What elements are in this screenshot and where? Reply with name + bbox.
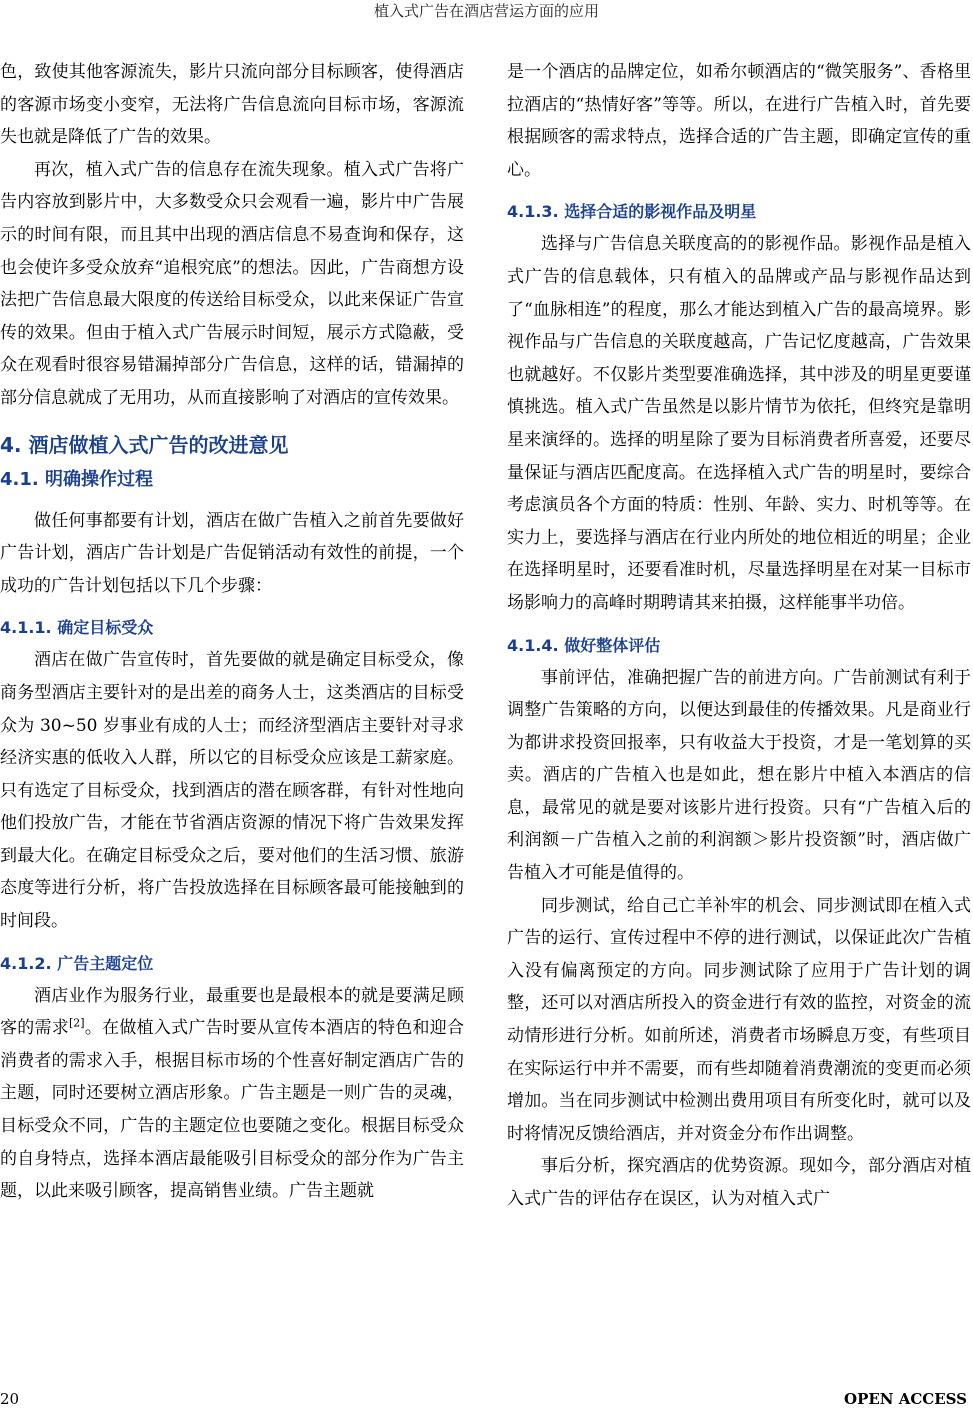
section-heading-4-1-4: 4.1.4. 做好整体评估 bbox=[507, 635, 661, 655]
paragraph-text: 。在做植入式广告时要从宣传本酒店的特色和迎合消费者的需求入手，根据目标市场的个性喜好制定酒店广告的主题，同时还要树立酒店形象。广告主题是一则广告的灵魂，目标受众不同，广告的主题定位也要随之变化。根据目标受众的自身特点，选择本酒店最能吸引目标受众的部分作为广告主题，以此来吸引顾客，提高销售业绩。广告主题就 bbox=[0, 1018, 465, 1202]
paragraph: 同步测试，给自己亡羊补牢的机会、同步测试即在植入式广告的运行、宣传过程中不停的进行测试，以保证此次广告植入没有偏离预定的方向。同步测试除了应用于广告计划的调整，还可以对酒店所投入的资金进行有效的监控，对资金的流动情形进行分析。如前所述，消费者市场瞬息万变，有些项目在实际运行中并不需要，而有些却随着消费潮流的变更而必须增加。当在同步测试中检测出费用项目有所变化时，就可以及时将情况反馈给酒店，并对资金分布作出调整。 bbox=[507, 895, 971, 1144]
paragraph: 是一个酒店的品牌定位，如希尔顿酒店的“微笑服务”、香格里拉酒店的“热情好客”等等。所以，在进行广告植入时，首先要根据顾客的需求特点，选择合适的广告主题，即确定宣传的重心。 bbox=[507, 62, 971, 180]
left-column bbox=[0, 56, 464, 1208]
section-heading-4: 4. 酒店做植入式广告的改进意见 bbox=[0, 432, 289, 457]
journal-label: OPEN ACCESS bbox=[844, 1390, 967, 1408]
paragraph: 色，致使其他客源流失，影片只流向部分目标顾客，使得酒店的客源市场变小变窄，无法将广告信息流向目标市场，客源流失也就是降低了广告的效果。 bbox=[0, 62, 464, 148]
section-heading-4-1: 4.1. 明确操作过程 bbox=[0, 468, 153, 490]
paragraph bbox=[0, 980, 464, 1208]
section-heading-4-1-1: 4.1.1. 确定目标受众 bbox=[0, 618, 154, 638]
running-header: 植入式广告在酒店营运方面的应用 bbox=[373, 2, 599, 20]
section-heading-4-1-2: 4.1.2. 广告主题定位 bbox=[0, 953, 154, 973]
section-heading-4-1-3: 4.1.3. 选择合适的影视作品及明星 bbox=[507, 202, 757, 222]
paragraph: 再次，植入式广告的信息存在流失现象。植入式广告将广告内容放到影片中，大多数受众只会观看一遍，影片中广告展示的时间有限，而且其中出现的酒店信息不易查询和保存，这也会使许多受众放弃“追根究底”的想法。因此，广告商想方设法把广告信息最大限度的传送给目标受众，以此来保证广告宣传的效果。但由于植入式广告展示时间短，展示方式隐蔽，受众在观看时很容易错漏掉部分广告信息，这样的话，错漏掉的部分信息就成了无用功，从而直接影响了对酒店的宣传效果。 bbox=[0, 159, 464, 408]
paragraph: 事后分析，探究酒店的优势资源。现如今，部分酒店对植入式广告的评估存在误区，认为对植入式广 bbox=[507, 1156, 971, 1209]
paragraph: 选择与广告信息关联度高的的影视作品。影视作品是植入式广告的信息载体，只有植入的品牌或产品与影视作品达到了“血脉相连”的程度，那么才能达到植入广告的最高境界。影视作品与广告信息的关联度越高，广告记忆度越高，广告效果也就越好。不仅影片类型要准确选择，其中涉及的明星更要谨慎挑选。植入式广告虽然是以影片情节为依托，但终究是靠明星来演绎的。选择的明星除了要为目标消费者所喜爱，还要尽量保证与酒店匹配度高。在选择植入式广告的明星时，要综合考虑演员各个方面的特质：性别、年龄、实力、时机等等。在实力上，要选择与酒店在行业内所处的地位相近的明星；企业在选择明星时，还要看准时机，尽量选择明星在对某一目标市场影响力的高峰时期聘请其来拍摄，这样能事半功倍。 bbox=[507, 234, 971, 613]
paragraph-text: 酒店业作为服务行业，最重要也是最根本的就是要满足顾客的需求 bbox=[0, 985, 464, 1039]
paragraph: 酒店在做广告宣传时，首先要做的就是确定目标受众，像商务型酒店主要针对的是出差的商务人士，这类酒店的目标受众为 30~50 岁事业有成的人士；而经济型酒店主要针对寻求经济实惠的低收入人群，所以它的目标受众应该是工薪家庭。只有选定了目标受众，找到酒店的潜在顾客群，有针对性地向他们投放广告，才能在节省酒店资源的情况下将广告效果发挥到最大化。在确定目标受众之后，要对他们的生活习惯、旅游态度等进行分析，将广告投放选择在目标顾客最可能接触到的时间段。 bbox=[0, 650, 464, 932]
citation-reference: [2] bbox=[69, 1016, 85, 1030]
paragraph: 做任何事都要有计划，酒店在做广告植入之前首先要做好广告计划，酒店广告计划是广告促销活动有效性的前提，一个成功的广告计划包括以下几个步骤： bbox=[0, 510, 464, 596]
right-column bbox=[507, 56, 971, 1216]
page-number: 20 bbox=[0, 1390, 20, 1408]
paragraph: 事前评估，准确把握广告的前进方向。广告前测试有利于调整广告策略的方向，以便达到最佳的传播效果。凡是商业行为都讲求投资回报率，只有收益大于投资，才是一笔划算的买卖。酒店的广告植入也是如此，想在影片中植入本酒店的信息，最常见的就是要对该影片进行投资。只有“广告植入后的利润额－广告植入之前的利润额＞影片投资额”时，酒店做广告植入才可能是值得的。 bbox=[507, 667, 971, 884]
